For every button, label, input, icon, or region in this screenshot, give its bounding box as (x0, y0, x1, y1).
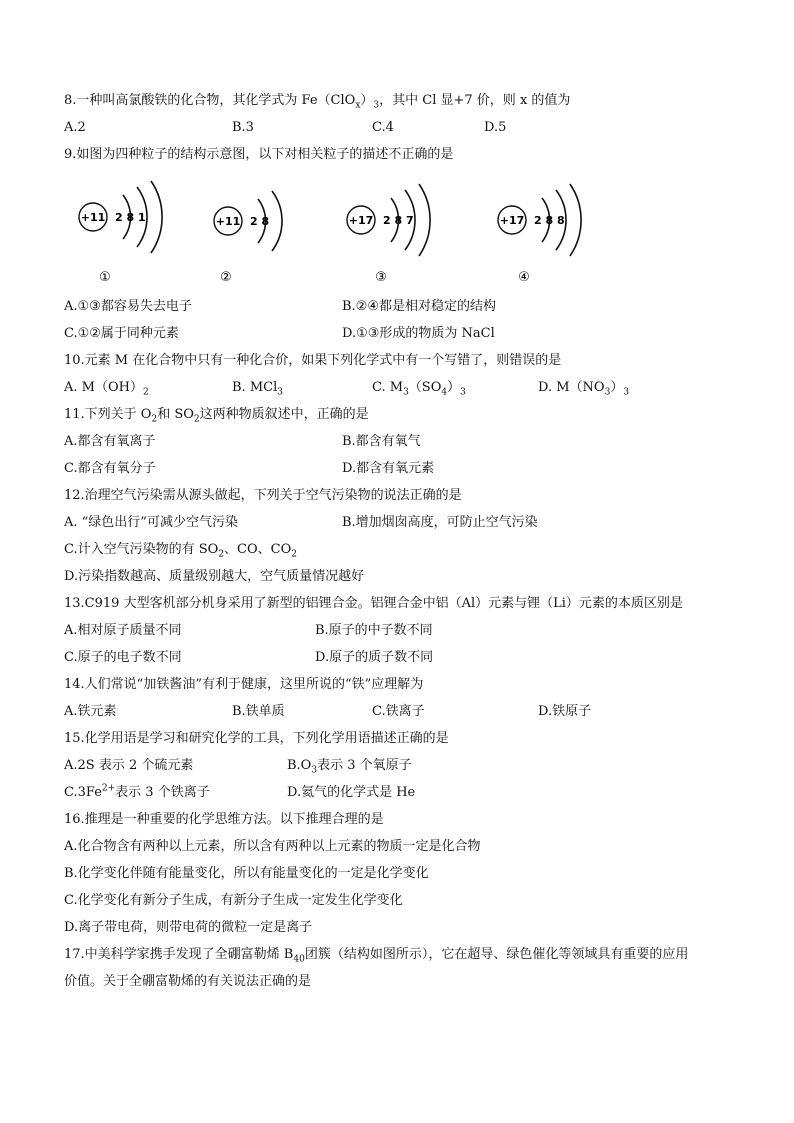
q12-option-a[interactable]: A. “绿色出行”可减少空气污染 (64, 515, 238, 530)
q16-option-c[interactable]: C.化学变化有新分子生成，有新分子生成一定发生化学变化 (64, 893, 403, 908)
q14-option-a[interactable]: A.铁元素 (64, 704, 117, 719)
particle-3-nucleus: +17 (348, 214, 374, 227)
q14-option-d[interactable]: D.铁原子 (538, 704, 592, 719)
particle-3-label: ③ (375, 270, 387, 285)
q14-option-c[interactable]: C.铁离子 (372, 704, 425, 719)
particle-1 (79, 181, 162, 285)
particle-2-label: ② (220, 270, 232, 285)
q8-option-d[interactable]: D.5 (484, 120, 507, 135)
particle-1-shells: 2 8 1 (115, 211, 146, 224)
q13-option-d[interactable]: D.原子的质子数不同 (315, 650, 434, 665)
q11-option-c[interactable]: C.都含有氧分子 (64, 461, 156, 476)
q13-option-a[interactable]: A.相对原子质量不同 (64, 623, 182, 638)
q15-option-a[interactable]: A.2S 表示 2 个硫元素 (64, 758, 194, 773)
q15-stem: 15.化学用语是学习和研究化学的工具，下列化学用语描述正确的是 (64, 731, 449, 746)
q9-option-d[interactable]: D.①③形成的物质为 NaCl (342, 326, 495, 341)
q11-stem: 11.下列关于 $O_2$和 $SO_2$这两种物质叙述中，正确的是 (64, 407, 369, 425)
particle-4-shells: 2 8 8 (534, 214, 565, 227)
q11-option-d[interactable]: D.都含有氧元素 (342, 461, 435, 476)
q9-option-b[interactable]: B.②④都是相对稳定的结构 (342, 299, 496, 314)
q10-option-a[interactable]: A. $M(OH)_2$ (64, 380, 149, 398)
q8-option-b[interactable]: B.3 (232, 120, 254, 135)
q13-option-c[interactable]: C.原子的电子数不同 (64, 650, 182, 665)
q9-option-c[interactable]: C.①②属于同种元素 (64, 326, 179, 341)
q8-option-a[interactable]: A.2 (64, 120, 86, 135)
q16-stem: 16.推理是一种重要的化学思维方法。以下推理合理的是 (64, 812, 384, 827)
particle-4-label: ④ (518, 270, 530, 285)
q17-stem-line2: 价值。关于全硼富勒烯的有关说法正确的是 (64, 974, 312, 989)
q16-option-b[interactable]: B.化学变化伴随有能量变化，所以有能量变化的一定是化学变化 (64, 866, 429, 881)
q16-option-a[interactable]: A.化合物含有两种以上元素，所以含有两种以上元素的物质一定是化合物 (64, 839, 481, 854)
q10-option-d[interactable]: D. $M(NO_3)_3$ (538, 380, 630, 398)
q12-option-c[interactable]: C.计入空气污染物的有 $SO_2$、CO、$CO_2$ (64, 542, 297, 560)
particle-4 (498, 184, 581, 285)
q15-option-d[interactable]: D.氦气的化学式是 He (287, 785, 416, 800)
particle-2-nucleus: +11 (215, 215, 241, 228)
q12-stem: 12.治理空气污染需从源头做起，下列关于空气污染物的说法正确的是 (64, 488, 462, 503)
q17-stem: 17.中美科学家携手发现了全硼富勒烯 $B_{40}$团簇（结构如图所示），它在超导、绿色催化等领域具有重要的应用 (64, 947, 689, 965)
q8-stem: 8.一种叫高氯酸铁的化合物，其化学式为 $Fe(ClO_x)_3$，其中 Cl 显+7 价，则 x 的值为 (64, 93, 571, 111)
q10-option-b[interactable]: B. MCl$_3$ (232, 380, 283, 398)
q12-option-b[interactable]: B.增加烟囱高度，可防止空气污染 (342, 515, 538, 530)
particle-3 (347, 184, 430, 285)
q11-option-a[interactable]: A.都含有氧离子 (64, 434, 156, 449)
q13-stem: 13.C919 大型客机部分机身采用了新型的铝锂合金。铝锂合金中铝（Al）元素与锂（Li）元素的本质区别是 (64, 596, 683, 611)
q12-option-d[interactable]: D.污染指数越高、质量级别越大，空气质量情况越好 (64, 569, 365, 584)
q9-stem: 9.如图为四种粒子的结构示意图，以下对相关粒子的描述不正确的是 (64, 147, 454, 162)
particle-1-label: ① (99, 270, 111, 285)
particle-1-nucleus: +11 (80, 211, 106, 224)
particle-3-shells: 2 8 7 (383, 214, 414, 227)
q13-option-b[interactable]: B.原子的中子数不同 (315, 623, 433, 638)
q14-option-b[interactable]: B.铁单质 (232, 704, 285, 719)
particle-2-shells: 2 8 (250, 215, 270, 228)
q16-option-d[interactable]: D.离子带电荷，则带电荷的微粒一定是离子 (64, 920, 313, 935)
q10-option-c[interactable]: C. $M_3(SO_4)_3$ (372, 380, 466, 398)
particle-2 (214, 191, 282, 285)
q11-option-b[interactable]: B.都含有氧气 (342, 434, 421, 449)
q14-stem: 14.人们常说“加铁酱油”有利于健康，这里所说的“铁”应理解为 (64, 677, 424, 692)
q9-option-a[interactable]: A.①③都容易失去电子 (64, 299, 192, 314)
particle-structure-diagram (60, 170, 620, 290)
q10-stem: 10.元素 M 在化合物中只有一种化合价，如果下列化学式中有一个写错了，则错误的是 (64, 353, 562, 368)
q8-option-c[interactable]: C.4 (372, 120, 394, 135)
q15-option-b[interactable]: $B.O_3$表示 3 个氧原子 (287, 758, 412, 776)
q15-option-c[interactable]: $C.3Fe^{2+}$表示 3 个铁离子 (64, 783, 210, 800)
particle-4-nucleus: +17 (499, 214, 525, 227)
